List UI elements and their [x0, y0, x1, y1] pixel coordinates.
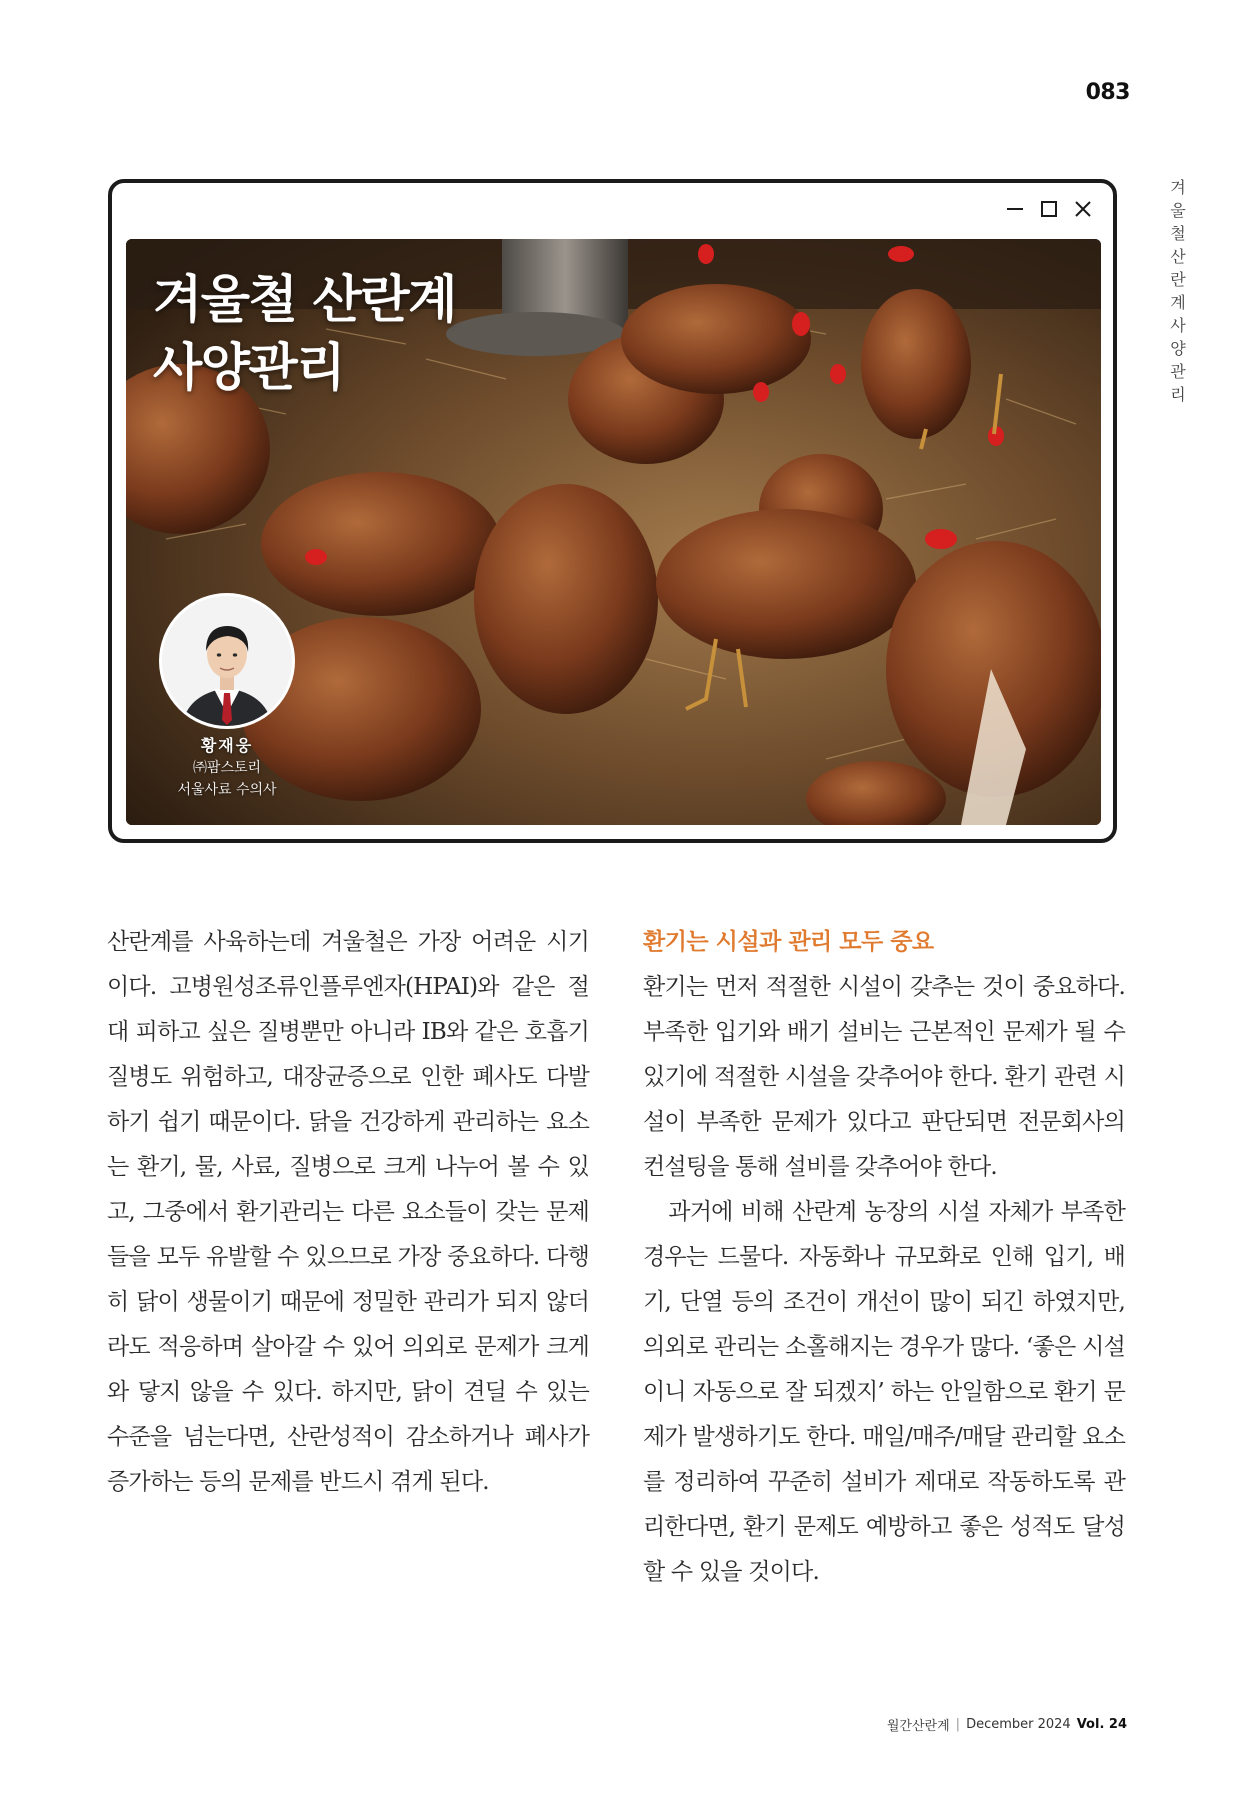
right-column: [643, 920, 1125, 1595]
author-avatar: [159, 593, 295, 729]
author-byline: [152, 735, 302, 801]
hero-photo-chickens: [126, 239, 1101, 825]
intro-paragraph: 산란계를 사육하는데 겨울철은 가장 어려운 시기이다. 고병원성조류인플루엔자(HPAI)와 같은 절대 피하고 싶은 질병뿐만 아니라 IB와 같은 호흡기질병도 위험하고, 대장균증으로 인한 폐사도 다발하기 쉽기 때문이다. 닭을 건강하게 관리하는 요소는 환기, 물, 사료, 질병으로 크게 나누어 볼 수 있고, 그중에서 환기관리는 다른 요소들이 갖는 문제들을 모두 유발할 수 있으므로 가장 중요하다. 다행히 닭이 생물이기 때문에 정밀한 관리가 되지 않더라도 적응하며 살아갈 수 있어 의외로 문제가 크게 와 닿지 않을 수 있다. 하지만, 닭이 견딜 수 있는 수준을 넘는다면, 산란성적이 감소하거나 폐사가 증가하는 등의 문제를 반드시 겪게 된다.: [107, 929, 589, 1495]
footer-issue: December 2024: [966, 1717, 1071, 1732]
window-controls: [1005, 199, 1093, 219]
page-footer: [887, 1715, 1127, 1734]
author-name: 황재웅: [200, 736, 254, 755]
feature-window-frame: [108, 179, 1117, 843]
maximize-icon: [1039, 199, 1059, 219]
left-column: [107, 920, 589, 1505]
author-position: 서울사료 수의사: [177, 782, 277, 798]
article-title-line-2: 사양관리: [153, 339, 345, 398]
section-heading: 환기는 시설과 관리 모두 중요: [643, 929, 934, 955]
minimize-icon: [1005, 199, 1025, 219]
article-title: [153, 267, 456, 403]
page-number: 083: [1085, 80, 1130, 105]
close-icon: [1073, 199, 1093, 219]
author-portrait: [162, 596, 292, 726]
footer-magazine: 월간산란계: [886, 1719, 950, 1734]
section-paragraph-2: 과거에 비해 산란계 농장의 시설 자체가 부족한 경우는 드물다. 자동화나 규모화로 인해 입기, 배기, 단열 등의 조건이 개선이 많이 되긴 하였지만, 의외로 관리는 소홀해지는 경우가 많다. ‘좋은 시설이니 자동으로 잘 되겠지’ 하는 안일함으로 환기 문제가 발생하기도 한다. 매일/매주/매달 관리할 요소를 정리하여 꾸준히 설비가 제대로 작동하도록 관리한다면, 환기 문제도 예방하고 좋은 성적도 달성할 수 있을 것이다.: [643, 1199, 1125, 1585]
side-running-title: 겨울철 산란계사양관리: [1170, 178, 1186, 404]
footer-divider: |: [955, 1717, 961, 1732]
section-paragraph-1: 환기는 먼저 적절한 시설이 갖추는 것이 중요하다. 부족한 입기와 배기 설비는 근본적인 문제가 될 수 있기에 적절한 시설을 갖추어야 한다. 환기 관련 시설이 부족한 문제가 있다고 판단되면 전문회사의 컨설팅을 통해 설비를 갖추어야 한다.: [643, 974, 1125, 1180]
author-company: ㈜팜스토리: [192, 760, 262, 776]
footer-volume: Vol. 24: [1076, 1717, 1127, 1732]
article-title-line-1: 겨울철 산란계: [153, 271, 456, 330]
